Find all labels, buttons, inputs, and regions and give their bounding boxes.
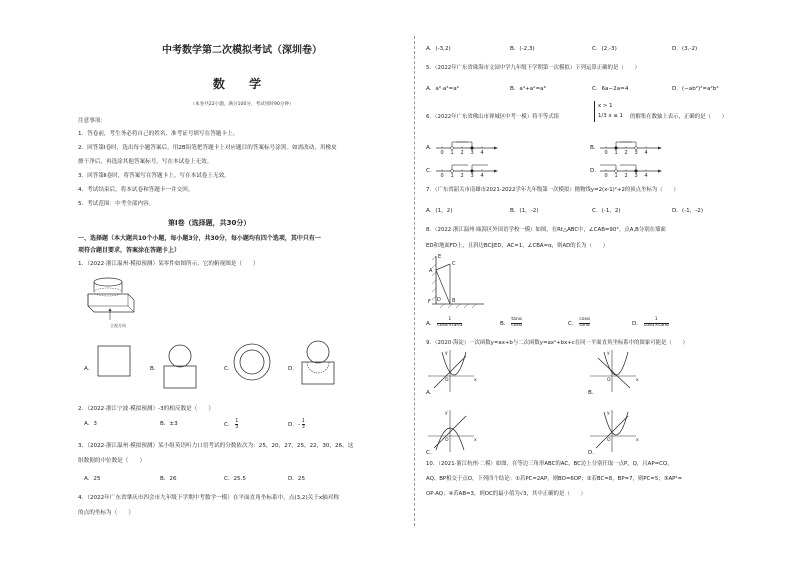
q4-stem-cont: 的点的坐标为（ ）	[78, 510, 134, 516]
q2-option-c-fraction	[235, 419, 238, 430]
x-axis-label: x	[474, 438, 477, 443]
number-line-tick-label: 2	[624, 150, 628, 156]
y-axis-label: y	[445, 351, 448, 356]
q1-option-b[interactable]: B．	[150, 366, 160, 372]
number-line-tick-label: 2	[624, 173, 628, 179]
fraction-numerator: 1	[437, 318, 462, 324]
q1-option-b-figure	[158, 342, 204, 390]
instruction-item: 3．回答第Ⅱ卷时，将答案写在答题卡上。写在本试卷上无效。	[78, 173, 230, 179]
x-axis-label: x	[636, 438, 639, 443]
q8-option-c[interactable]	[568, 318, 590, 329]
q3-stem-cont: 组数据的中位数是（ ）	[78, 458, 146, 464]
q7-option-c[interactable]: C．(-1，2)	[592, 208, 621, 214]
q5-option-c[interactable]: C．6a−2a=4	[592, 86, 629, 92]
y-axis-label: y	[607, 351, 610, 356]
x-axis-label: x	[636, 378, 639, 383]
q4-stem: 4．（2022年广东省肇庆市四会市九年级下学期中考数学一模）在平面直角坐标系中，点(3,2)关于x轴对称	[78, 495, 339, 501]
q6-inequality-system	[594, 101, 623, 122]
number-line-tick-label: 1	[450, 150, 454, 156]
open-point	[635, 147, 638, 150]
q8-option-c-label: C．	[568, 320, 578, 327]
q8-stem-cont: ED和地面FD上，且斜边BC∥ED，AC=1，∠CBA=α，则AD的长为（ ）	[426, 243, 609, 249]
number-line-tick-label: 2	[460, 150, 464, 156]
q6-option-a[interactable]: A．	[426, 145, 436, 151]
q3-option-d[interactable]: D．25	[288, 476, 306, 482]
column-divider	[414, 36, 415, 526]
q1-option-c[interactable]: C．	[224, 366, 234, 372]
q5-stem: 5．（2022年广东省珠海市文园中学九年级下学期第一次模拟）下列运算正确的是（ ）	[426, 65, 640, 71]
number-line-tick-label: 1	[450, 173, 454, 179]
q8-option-c-fraction	[579, 318, 590, 329]
number-line-tick-label: 1	[614, 150, 618, 156]
q7-stem: 7．（广东省韶关市南雄市2021-2022学年九年级第一次模拟）抛物线y=2(x-1)²+2的顶点坐标为（ ）	[426, 187, 679, 193]
number-line-tick-label: 2	[460, 173, 464, 179]
q1-option-d-figure	[296, 338, 342, 390]
section-intro-cont: 项符合题目要求，答案涂在答题卡上）	[78, 247, 181, 254]
q1-option-a[interactable]: A．	[84, 366, 94, 372]
closed-point	[615, 147, 618, 150]
q5-option-d[interactable]: D．(−ab²)²=a²b⁴	[672, 86, 719, 92]
q9-option-b[interactable]: B．	[588, 390, 598, 396]
arrow-icon	[494, 147, 498, 150]
q6-inequality-2: 1/3 x ≤ 1	[598, 113, 623, 120]
q6-number-lines	[420, 134, 760, 184]
q1-figure	[84, 270, 154, 328]
fraction-denominator: cosα	[511, 322, 522, 328]
q4-option-a[interactable]: A．(-3,2)	[426, 46, 451, 52]
section-title: 第Ⅰ卷（选择题，共30分）	[168, 219, 251, 227]
q6-stem-tail: 的解集在数轴上表示，正确的是（ ）	[630, 114, 728, 120]
arrow-icon	[658, 147, 662, 150]
number-line-tick-label: 4	[480, 173, 484, 179]
instruction-item: 5．考试范围：中考全部内容。	[78, 201, 155, 207]
y-axis-label: y	[445, 411, 448, 416]
q8-option-a[interactable]	[426, 318, 462, 329]
closed-point	[635, 170, 638, 173]
open-point	[615, 170, 618, 173]
fraction-denominator: tanα	[579, 322, 590, 328]
origin-label: O	[607, 378, 611, 383]
q6-stem: 6．（2022年广东省佛山市禅城区中考一模）将不等式组	[426, 114, 560, 120]
number-line-tick-label: 3	[470, 150, 474, 156]
q8-label-f: F	[428, 299, 431, 305]
q2-option-d-sign: -	[297, 422, 300, 429]
number-line-tick-label: 1	[614, 173, 618, 179]
q6-option-b[interactable]: B．	[590, 145, 600, 151]
q8-label-c: C	[452, 261, 456, 267]
number-line-tick-label: 4	[480, 150, 484, 156]
q2-option-c[interactable]	[224, 419, 238, 430]
fraction-denominator: cosα×tanα	[437, 322, 463, 328]
q9-stem: 9．（2020·海淀）一次函数y=ax+b与二次函数y=ax²+bx+c在同一平面直角坐标系中的图象可能是（ ）	[426, 340, 688, 346]
q3-option-a[interactable]: A．25	[84, 476, 101, 482]
number-line-tick-label: 3	[470, 173, 474, 179]
q8-option-a-label: A．	[426, 320, 436, 327]
q8-label-d: D	[437, 297, 441, 303]
instruction-item: 4．考试结束后，将本试卷和答题卡一并交回。	[78, 187, 194, 193]
q3-option-c[interactable]: C．25.5	[224, 476, 246, 482]
q2-stem: 2．（2022·浙江宁波·模拟预测）-3的相反数是（ ）	[78, 406, 215, 412]
q8-label-a: A	[429, 268, 433, 274]
q4-option-b[interactable]: B．(-2,3)	[510, 46, 535, 52]
q1-option-d[interactable]: D．	[288, 366, 298, 372]
q2-option-c-label: C．	[224, 422, 234, 429]
q6-option-c[interactable]: C．	[426, 168, 436, 174]
exam-note: （本卷共22小题，满分100分，考试用时90分钟）	[190, 101, 294, 107]
q10-stem-cont2: OP·AQ；④若AB=3，则OC的最小值为√3，其中正确的是（ ）	[426, 491, 586, 497]
x-axis-label: x	[474, 378, 477, 383]
q7-option-a[interactable]: A．(1，2)	[426, 208, 453, 214]
q10-stem: 10．（2021·浙江杭州·二模）如图，在等边三角形ABC的AC，BC边上分别任取一点P，Q，且AP=CQ，	[426, 461, 673, 467]
q1-option-a-figure	[92, 342, 138, 390]
origin-label: O	[445, 378, 449, 383]
fraction-numerator: 1	[301, 419, 305, 424]
fraction-denominator: cosα×tanα	[643, 322, 669, 328]
q2-option-b[interactable]: B．±3	[160, 421, 178, 427]
q2-option-d-fraction	[302, 419, 305, 430]
number-line-tick-label: 0	[440, 150, 444, 156]
q8-label-b: B	[452, 298, 456, 304]
q1-view-label: 主视方向	[110, 323, 126, 328]
open-point	[451, 147, 454, 150]
fraction-numerator: 1	[644, 318, 669, 324]
q3-option-b[interactable]: B．26	[160, 476, 177, 482]
subject-title: 数 学	[212, 76, 272, 91]
fraction-denominator: 3	[301, 425, 305, 431]
q3-stem: 3．（2022·浙江温州·模拟预测）某小组英语听力口语考试的分数依次为：25，20，27，25，22，30，26，这	[78, 443, 354, 449]
fraction-numerator: cosα	[579, 317, 591, 322]
number-line-tick-label: 0	[604, 150, 608, 156]
instruction-item: 擦干净后，再选涂其他答案标号。写在本试卷上无效。	[78, 159, 213, 165]
q8-option-d-label: D．	[632, 320, 642, 327]
q6-inequality-1: x > 1	[598, 103, 613, 109]
section-intro: 一、选择题（本大题共10个小题，每小题3分，共30分，每小题均有四个选项，其中只有一	[78, 235, 321, 242]
closed-point	[471, 170, 474, 173]
q8-stem: 8．（2022·浙江温州·瓯海区外国语学校一模）如图，在Rt△ABC中，∠CAB=90°，点A,B分别在墙面	[426, 227, 666, 233]
fraction-denominator: 3	[235, 425, 239, 431]
y-axis-label: y	[607, 411, 610, 416]
q2-option-d[interactable]	[288, 419, 305, 430]
q8-option-d-fraction	[644, 318, 669, 329]
q2-option-d-label: D．	[288, 422, 298, 429]
q9-option-c[interactable]: C．	[426, 450, 436, 456]
q4-option-c[interactable]: C．(2,-3)	[592, 46, 617, 52]
q2-option-a[interactable]: A．3	[84, 421, 97, 427]
number-line-tick-label: 3	[634, 173, 638, 179]
open-point	[451, 170, 454, 173]
arrow-icon	[658, 170, 662, 173]
fraction-numerator: tanα	[511, 317, 522, 322]
q5-option-b[interactable]: B．a⁴+a²=a⁶	[510, 86, 546, 92]
q1-option-c-figure	[228, 340, 276, 388]
q6-option-d[interactable]: D．	[590, 168, 600, 174]
number-line-tick-label: 3	[634, 150, 638, 156]
origin-label: O	[607, 438, 611, 443]
q8-option-d[interactable]	[632, 318, 669, 329]
fraction-numerator: 1	[235, 419, 239, 424]
origin-label: O	[445, 438, 449, 443]
q8-figure	[428, 252, 488, 312]
number-line-tick-label: 4	[644, 150, 648, 156]
q4-option-d[interactable]: D．(3,-2)	[672, 46, 698, 52]
q8-option-a-fraction	[437, 318, 462, 329]
q9-option-d[interactable]: D．	[588, 450, 598, 456]
left-column	[78, 30, 406, 108]
q5-option-a[interactable]: A．a²·a³=a⁶	[426, 86, 459, 92]
number-line-tick-label: 0	[440, 173, 444, 179]
q9-option-a[interactable]: A．	[426, 390, 436, 396]
number-line-tick-label: 0	[604, 173, 608, 179]
q9-graphs	[420, 346, 760, 460]
arrow-icon	[494, 170, 498, 173]
q8-option-b-label: B．	[500, 320, 510, 327]
q7-option-d[interactable]: D．(-1，-2)	[672, 208, 704, 214]
q8-option-b[interactable]	[500, 318, 522, 329]
q8-option-b-fraction	[511, 318, 522, 329]
q8-label-e: E	[438, 254, 442, 260]
instruction-item: 1．答卷前，考生务必将自己的姓名、准考证号填写在答题卡上。	[78, 131, 239, 137]
instructions-heading: 注意事项：	[78, 118, 106, 124]
q7-option-b[interactable]: B．(1，-2)	[510, 208, 539, 214]
number-line-tick-label: 4	[644, 173, 648, 179]
q1-stem: 1．（2022·浙江温州·模拟预测）某零件如图所示，它的俯视图是（ ）	[78, 261, 259, 267]
q10-stem-cont: AQ、BP相交于点O，下列四个结论：①若PC=2AP，则BO=6OP；②若BC=8，BP=7，则PC=5；③AP²=	[426, 476, 683, 482]
exam-title: 中考数学第二次模拟考试（深圳卷）	[162, 45, 322, 56]
instruction-item: 2．回答第Ⅰ卷时，选出每小题答案后，用2B铅笔把答题卡上对应题目的答案标号涂黑。如需改动，用橡皮	[78, 145, 337, 151]
closed-point	[471, 147, 474, 150]
